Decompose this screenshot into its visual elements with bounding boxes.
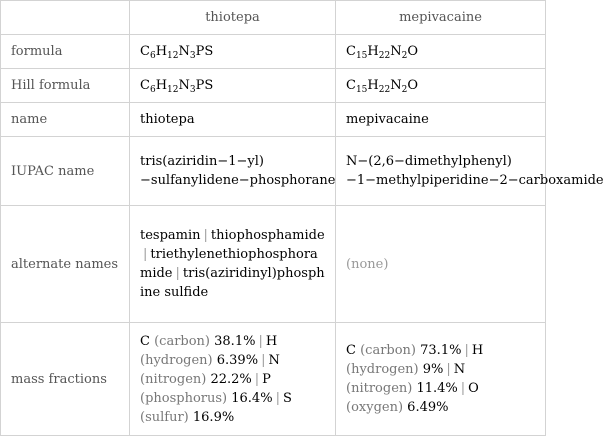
formula-element: C [140, 44, 150, 59]
element-name: (hydrogen) [346, 362, 423, 377]
formula-element: N [178, 78, 190, 93]
row-alternate-names [1, 206, 546, 323]
iupac-thiotepa: tris(aziridin−1−yl)−sulfanylidene−phosphorane [130, 137, 336, 206]
formula-subscript: 22 [378, 85, 391, 95]
mass-percent: 73.1% [420, 343, 462, 358]
formula-element: C [140, 78, 150, 93]
row-mass-fractions [1, 323, 546, 436]
element-name: (carbon) [360, 343, 421, 358]
element-name: (oxygen) [346, 400, 408, 415]
name-mepivacaine: mepivacaine [336, 103, 546, 137]
list-separator: | [275, 390, 280, 406]
element-symbol: C [346, 343, 361, 358]
element-symbol: S [282, 390, 292, 406]
formula-mepivacaine [336, 35, 546, 69]
element-symbol: O [468, 381, 479, 396]
element-symbol: H [471, 343, 484, 358]
formula-element: PS [195, 44, 214, 59]
mass-percent: 6.39% [216, 352, 259, 368]
list-separator: | [175, 266, 180, 281]
formula-subscript: 15 [355, 85, 368, 95]
element-symbol: N [268, 352, 280, 368]
formula-element: C [346, 78, 356, 93]
formula-element: N [390, 44, 402, 59]
formula-thiotepa [130, 35, 336, 69]
formula-subscript: 6 [149, 51, 156, 61]
formula-subscript: 15 [355, 51, 368, 61]
alt-names-mepivacaine: (none) [336, 206, 546, 323]
alternate-name: triethylenethiophosphoramide [140, 247, 318, 281]
list-separator: | [464, 343, 469, 358]
element-symbol: N [453, 362, 466, 377]
formula-element: N [390, 78, 402, 93]
formula-element: C [346, 44, 356, 59]
mass-percent: 38.1% [214, 333, 256, 349]
list-separator: | [143, 247, 148, 262]
element-symbol: P [262, 371, 271, 387]
mass-percent: 16.4% [231, 390, 273, 406]
list-separator: | [261, 352, 266, 368]
row-iupac [1, 137, 546, 206]
row-name [1, 103, 546, 137]
element-symbol: C [140, 333, 155, 349]
row-hill-formula [1, 69, 546, 103]
list-separator: | [254, 371, 260, 387]
row-formula [1, 35, 546, 69]
formula-subscript: 2 [401, 51, 408, 61]
alt-names-thiotepa [130, 206, 336, 323]
list-separator: | [203, 228, 208, 243]
row-label-iupac: IUPAC name [1, 137, 130, 206]
formula-subscript: 12 [167, 51, 179, 61]
list-separator: | [446, 362, 451, 377]
element-name: (nitrogen) [140, 371, 211, 387]
element-name: (carbon) [154, 333, 215, 349]
row-label-hill: Hill formula [1, 69, 130, 103]
element-name: (hydrogen) [140, 352, 217, 368]
name-thiotepa: thiotepa [130, 103, 336, 137]
mass-percent: 16.9% [192, 409, 235, 425]
mass-percent: 9% [422, 362, 444, 377]
header-blank [1, 1, 130, 35]
formula-subscript: 3 [189, 51, 196, 61]
row-label-formula: formula [1, 35, 130, 69]
hill-thiotepa [130, 69, 336, 103]
formula-subscript: 12 [167, 85, 179, 95]
hill-mepivacaine [336, 69, 546, 103]
mass-fraction-entry [140, 334, 255, 349]
list-separator: | [258, 333, 263, 349]
header-thiotepa: thiotepa [130, 1, 336, 35]
mass-percent: 11.4% [416, 381, 458, 396]
formula-element: PS [195, 78, 214, 93]
row-label-name: name [1, 103, 130, 137]
formula-element: O [407, 78, 418, 93]
header-mepivacaine: mepivacaine [336, 1, 546, 35]
list-separator: | [460, 381, 466, 396]
header-row [1, 1, 546, 35]
element-name: (nitrogen) [346, 381, 417, 396]
element-symbol: H [265, 333, 278, 349]
formula-subscript: 22 [378, 51, 391, 61]
element-name: (phosphorus) [140, 390, 232, 406]
row-label-alt: alternate names [1, 206, 130, 323]
formula-subscript: 2 [401, 85, 408, 95]
formula-element: H [367, 78, 379, 93]
formula-element: H [155, 78, 168, 93]
alternate-name: tris(aziridinyl)phosphine sulfide [140, 266, 325, 300]
row-label-mass: mass fractions [1, 323, 130, 436]
element-name: (sulfur) [140, 409, 193, 425]
iupac-mepivacaine: N−(2,6−dimethylphenyl)−1−methylpiperidine−2−carboxamide [336, 137, 546, 206]
formula-element: H [367, 44, 379, 59]
formula-element: H [155, 44, 168, 59]
formula-subscript: 3 [189, 85, 196, 95]
mass-fraction-entry [346, 343, 461, 358]
mass-percent: 6.49% [407, 400, 449, 415]
alternate-name: thiophosphamide [210, 228, 325, 243]
formula-element: N [178, 44, 190, 59]
formula-element: O [407, 44, 418, 59]
mass-thiotepa [130, 323, 336, 436]
mass-percent: 22.2% [210, 371, 252, 387]
formula-subscript: 6 [149, 85, 156, 95]
mass-mepivacaine [336, 323, 546, 436]
alternate-name: tespamin [140, 228, 201, 243]
